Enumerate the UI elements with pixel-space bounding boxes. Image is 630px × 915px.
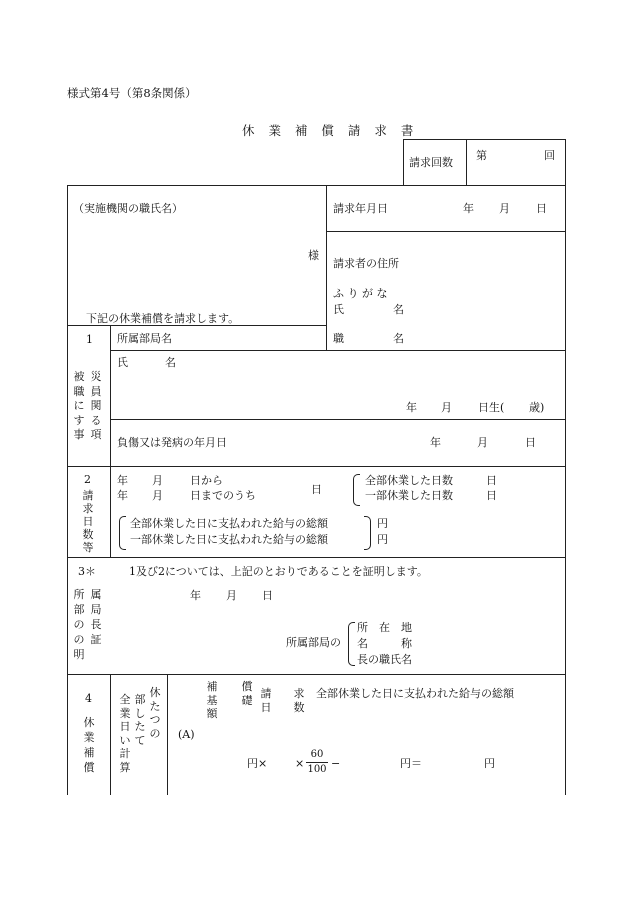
marker-a: (A) [178, 728, 195, 741]
furigana-label: ふ り が な [333, 287, 388, 300]
dept-label: 所属部局名 [117, 332, 172, 345]
full-leave-days-unit: 日 [486, 474, 497, 487]
employee-name-char2: 名 [165, 356, 176, 369]
certify-text: 1及び2については、上記のとおりであることを証明します。 [129, 565, 428, 578]
base-amount-col1: 補基額 [206, 680, 218, 720]
injury-day: 日 [525, 436, 536, 449]
fraction-bar [306, 762, 328, 763]
formula-times: × [295, 757, 305, 770]
pay-right-brace [364, 516, 371, 550]
address-label: 請求者の住所 [333, 257, 399, 270]
dept-of-label: 所属部局の [286, 636, 341, 649]
days-left-brace [353, 474, 360, 506]
partial-leave-pay-yen: 円 [377, 533, 388, 546]
form-title: 休 業 補 償 請 求 書 [242, 123, 419, 138]
certify-day: 日 [262, 589, 273, 602]
count-suffix: 回 [544, 149, 555, 162]
birth-year: 年 [406, 401, 417, 414]
request-days-col2: 求数 [293, 687, 305, 714]
calc-label-col2: 部したて [134, 693, 146, 747]
request-day: 日 [536, 202, 547, 215]
birth-month: 月 [441, 401, 452, 414]
section3-number: 3＊ [78, 565, 96, 578]
certify-year: 年 [190, 589, 201, 602]
formula-yen-times: 円× [247, 757, 268, 770]
fraction-denominator: 100 [307, 764, 327, 775]
section4-side-label: 休業補償 [83, 716, 95, 774]
section1-number: 1 [86, 333, 93, 346]
agency-label: （実施機関の職氏名） [73, 202, 183, 215]
section1-side-label-right: 災員関る項 [90, 370, 102, 441]
calc-label-col3: 休たつの [149, 686, 161, 740]
request-date-label: 請求年月日 [333, 202, 388, 215]
section1-side-label-left: 被職にす事 [73, 370, 85, 441]
employee-name-char1: 氏 [117, 356, 128, 369]
partial-leave-pay-label: 一部休業した日に支払われた給与の総額 [130, 533, 328, 546]
fraction-numerator: 60 [310, 749, 324, 760]
full-leave-pay-label: 全部休業した日に支払われた給与の総額 [130, 517, 328, 530]
request-month: 月 [499, 202, 510, 215]
from-month: 月 [152, 474, 163, 487]
section4-number: 4 [85, 692, 92, 705]
injury-year: 年 [430, 436, 441, 449]
section3-side-label-left: 所部のの明 [73, 588, 85, 661]
section2-number: 2 [84, 473, 91, 486]
name-label-char1: 氏 [333, 303, 344, 316]
job-label-char2: 名 [393, 332, 404, 345]
request-days-col1: 請日 [260, 687, 272, 714]
total-days-unit: 日 [311, 483, 322, 496]
calc-label-col1: 全業日い計算 [119, 693, 131, 774]
sama-label: 様 [308, 249, 319, 262]
until-label: 日までのうち [190, 489, 256, 502]
until-year: 年 [117, 489, 128, 502]
certifier-left-brace [348, 622, 355, 666]
job-label-char1: 職 [333, 332, 344, 345]
full-leave-days-label: 全部休業した日数 [365, 474, 453, 487]
partial-leave-days-unit: 日 [486, 489, 497, 502]
dept-name-label: 名 称 [357, 637, 412, 650]
until-month: 月 [152, 489, 163, 502]
count-prefix: 第 [476, 149, 487, 162]
form-number: 様式第4号（第8条関係） [67, 86, 197, 100]
request-statement: 下記の休業補償を請求します。 [86, 312, 240, 325]
request-year: 年 [463, 202, 474, 215]
injury-date-label: 負傷又は発病の年月日 [117, 436, 227, 449]
name-label-char2: 名 [393, 303, 404, 316]
request-count-label: 請求回数 [409, 156, 453, 169]
formula-result-yen: 円 [484, 757, 495, 770]
birth-day-label: 日生( [478, 401, 505, 414]
calc-full-leave-pay-label: 全部休業した日に支払われた給与の総額 [316, 687, 514, 700]
formula-yen-equals: 円＝ [400, 757, 422, 770]
base-amount-col2: 償礎 [241, 680, 253, 707]
injury-month: 月 [477, 436, 488, 449]
pay-left-brace [119, 516, 126, 550]
formula-minus: − [331, 757, 341, 770]
age-label: 歳) [529, 401, 545, 414]
from-year: 年 [117, 474, 128, 487]
section2-side-label: 請求日数等 [82, 489, 94, 554]
from-label: 日から [190, 474, 223, 487]
section3-side-label-right: 属局長証 [90, 588, 102, 646]
partial-leave-days-label: 一部休業した日数 [365, 489, 453, 502]
certify-month: 月 [226, 589, 237, 602]
formula-fraction [306, 750, 328, 775]
location-label: 所 在 地 [357, 621, 412, 634]
head-name-label: 長の職氏名 [357, 653, 412, 666]
full-leave-pay-yen: 円 [377, 517, 388, 530]
